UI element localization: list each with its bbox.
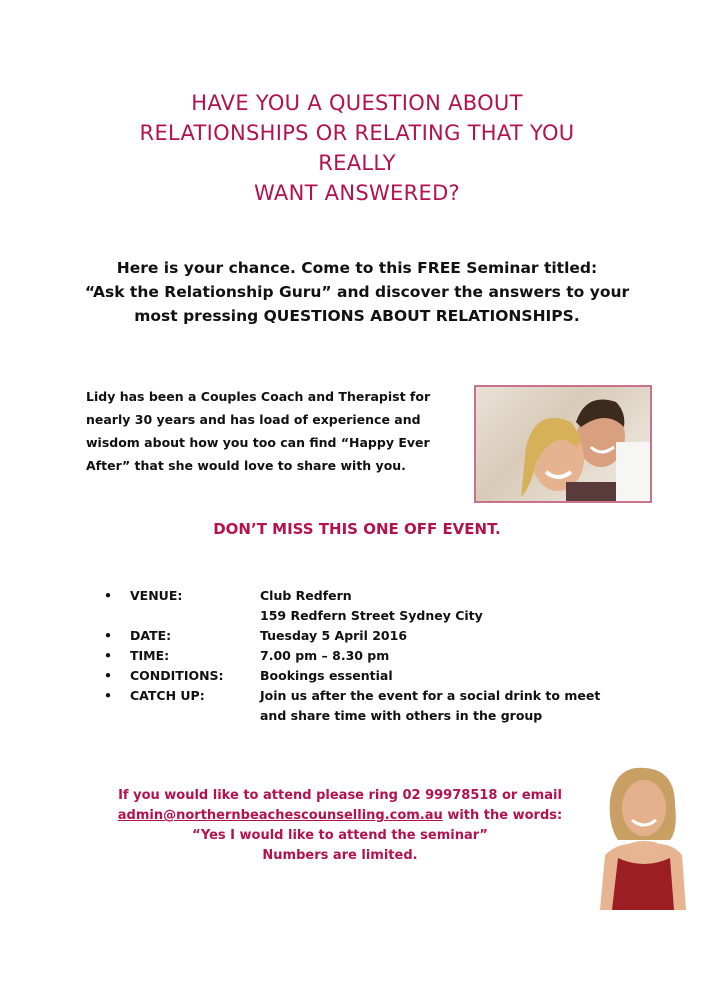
bio-line: nearly 30 years and has load of experience and bbox=[86, 412, 421, 427]
contact-text: with the words: bbox=[442, 808, 563, 823]
detail-label: CONDITIONS: bbox=[130, 668, 224, 683]
bio-line: Lidy has been a Couples Coach and Therapist for bbox=[86, 389, 431, 404]
detail-value: and share time with others in the group bbox=[260, 708, 543, 723]
headline-line: HAVE YOU A QUESTION ABOUT bbox=[191, 91, 523, 115]
contact-info bbox=[100, 786, 580, 866]
bullet: • bbox=[104, 688, 112, 703]
headline-line: RELATIONSHIPS OR RELATING THAT YOU bbox=[139, 121, 575, 145]
detail-label bbox=[130, 706, 260, 726]
bio-line: wisdom about how you too can find “Happy Ever bbox=[86, 435, 430, 450]
detail-row bbox=[104, 686, 630, 706]
detail-value: Tuesday 5 April 2016 bbox=[260, 628, 408, 643]
detail-row bbox=[104, 706, 630, 726]
bullet: • bbox=[104, 588, 112, 603]
headline-line: WANT ANSWERED? bbox=[253, 181, 460, 205]
intro-line: “Ask the Relationship Guru” and discover the answers to your bbox=[84, 283, 630, 301]
detail-value: Join us after the event for a social drink to meet bbox=[260, 688, 601, 703]
headline bbox=[60, 88, 654, 208]
couple-photo bbox=[474, 385, 652, 503]
detail-value: 7.00 pm – 8.30 pm bbox=[260, 648, 390, 663]
detail-row bbox=[104, 606, 630, 626]
contact-line: If you would like to attend please ring 02 99978518 or email bbox=[118, 788, 562, 803]
headline-line: REALLY bbox=[318, 151, 396, 175]
detail-row bbox=[104, 626, 630, 646]
intro-line: most pressing QUESTIONS ABOUT RELATIONSHIPS. bbox=[134, 307, 580, 325]
email-link[interactable]: admin@northernbeachescounselling.com.au bbox=[117, 808, 443, 823]
detail-row bbox=[104, 646, 630, 666]
bullet: • bbox=[104, 668, 112, 683]
bullet: • bbox=[104, 648, 112, 663]
detail-label: TIME: bbox=[130, 648, 170, 663]
detail-row bbox=[104, 666, 630, 686]
bullet: • bbox=[104, 628, 112, 643]
bio-line: After” that she would love to share with you. bbox=[86, 458, 406, 473]
detail-value: Club Redfern bbox=[260, 588, 352, 603]
bio-text bbox=[86, 385, 446, 477]
detail-value: Bookings essential bbox=[260, 668, 393, 683]
detail-row bbox=[104, 586, 630, 606]
contact-line bbox=[100, 806, 580, 826]
lidy-photo bbox=[590, 760, 694, 910]
detail-label: CATCH UP: bbox=[130, 688, 205, 703]
detail-label bbox=[130, 606, 260, 626]
contact-line: Numbers are limited. bbox=[262, 848, 418, 863]
event-details-list bbox=[104, 586, 630, 726]
contact-line: “Yes I would like to attend the seminar” bbox=[192, 828, 488, 843]
detail-label: DATE: bbox=[130, 628, 172, 643]
detail-label: VENUE: bbox=[130, 588, 183, 603]
detail-value: 159 Redfern Street Sydney City bbox=[260, 608, 483, 623]
intro-line: Here is your chance. Come to this FREE Seminar titled: bbox=[116, 259, 598, 277]
intro-text bbox=[60, 256, 654, 328]
cta-title: DON’T MISS THIS ONE OFF EVENT. bbox=[213, 520, 501, 538]
